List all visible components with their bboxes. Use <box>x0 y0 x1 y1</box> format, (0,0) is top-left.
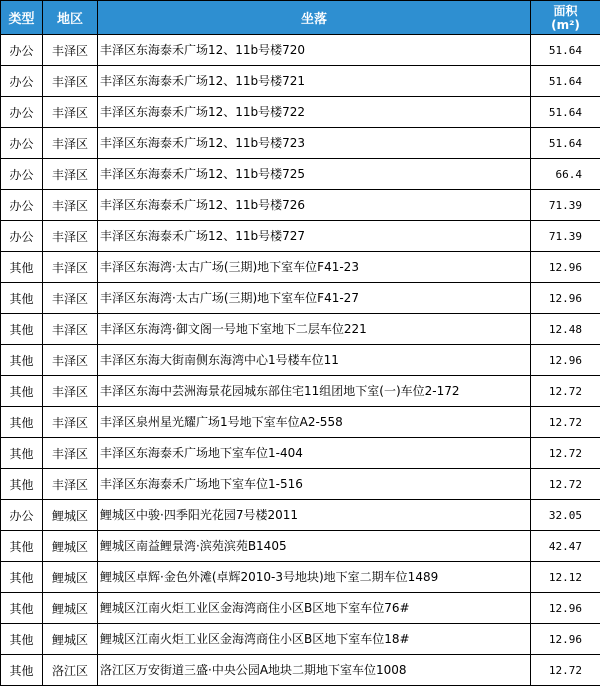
table-row[interactable] <box>1 221 600 252</box>
cell-type: 其他 <box>1 345 43 376</box>
table-row[interactable] <box>1 35 600 66</box>
cell-address: 丰泽区东海湾·太古广场(三期)地下室车位F41-27 <box>98 283 531 314</box>
cell-address: 丰泽区东海中芸洲海景花园城东部住宅11组团地下室(一)车位2-172 <box>98 376 531 407</box>
cell-area: 12.96 <box>531 283 600 314</box>
header-area-unit: (m²) <box>551 17 580 32</box>
cell-area: 12.72 <box>531 655 600 686</box>
cell-area: 32.05 <box>531 500 600 531</box>
cell-district: 丰泽区 <box>43 66 98 97</box>
cell-address: 丰泽区泉州星光耀广场1号地下室车位A2-558 <box>98 407 531 438</box>
cell-type: 其他 <box>1 283 43 314</box>
cell-district: 丰泽区 <box>43 438 98 469</box>
table-row[interactable] <box>1 128 600 159</box>
cell-type: 办公 <box>1 159 43 190</box>
header-area-label: 面积 <box>553 3 578 18</box>
table-header-row <box>1 1 600 35</box>
cell-type: 其他 <box>1 593 43 624</box>
cell-area: 12.72 <box>531 438 600 469</box>
table-row[interactable] <box>1 283 600 314</box>
cell-address: 丰泽区东海泰禾广场12、11b号楼726 <box>98 190 531 221</box>
table-row[interactable] <box>1 190 600 221</box>
cell-address: 鲤城区江南火炬工业区金海湾商住小区B区地下室车位18# <box>98 624 531 655</box>
cell-address: 丰泽区东海泰禾广场12、11b号楼727 <box>98 221 531 252</box>
cell-type: 其他 <box>1 252 43 283</box>
cell-district: 丰泽区 <box>43 190 98 221</box>
cell-address: 鲤城区江南火炬工业区金海湾商住小区B区地下室车位76# <box>98 593 531 624</box>
cell-area: 12.12 <box>531 562 600 593</box>
cell-type: 其他 <box>1 531 43 562</box>
cell-type: 其他 <box>1 624 43 655</box>
cell-type: 办公 <box>1 66 43 97</box>
cell-address: 丰泽区东海泰禾广场12、11b号楼723 <box>98 128 531 159</box>
cell-type: 其他 <box>1 314 43 345</box>
cell-address: 丰泽区东海泰禾广场12、11b号楼722 <box>98 97 531 128</box>
cell-type: 办公 <box>1 500 43 531</box>
table-row[interactable] <box>1 252 600 283</box>
cell-district: 丰泽区 <box>43 376 98 407</box>
cell-district: 丰泽区 <box>43 469 98 500</box>
cell-type: 其他 <box>1 562 43 593</box>
cell-address: 洛江区万安街道三盛·中央公园A地块二期地下室车位1008 <box>98 655 531 686</box>
header-district[interactable]: 地区 <box>43 1 98 35</box>
table-row[interactable] <box>1 562 600 593</box>
table-row[interactable] <box>1 407 600 438</box>
cell-type: 办公 <box>1 97 43 128</box>
cell-district: 鲤城区 <box>43 531 98 562</box>
header-type[interactable]: 类型 <box>1 1 43 35</box>
cell-type: 其他 <box>1 407 43 438</box>
cell-address: 丰泽区东海泰禾广场12、11b号楼725 <box>98 159 531 190</box>
cell-type: 其他 <box>1 469 43 500</box>
cell-type: 办公 <box>1 35 43 66</box>
cell-district: 丰泽区 <box>43 314 98 345</box>
cell-address: 丰泽区东海泰禾广场地下室车位1-516 <box>98 469 531 500</box>
cell-district: 丰泽区 <box>43 128 98 159</box>
header-area[interactable] <box>531 1 600 35</box>
cell-type: 办公 <box>1 221 43 252</box>
cell-area: 51.64 <box>531 35 600 66</box>
cell-district: 丰泽区 <box>43 252 98 283</box>
cell-district: 丰泽区 <box>43 159 98 190</box>
cell-district: 鲤城区 <box>43 500 98 531</box>
cell-area: 71.39 <box>531 190 600 221</box>
table-row[interactable] <box>1 159 600 190</box>
table-row[interactable] <box>1 624 600 655</box>
table-row[interactable] <box>1 345 600 376</box>
cell-area: 12.96 <box>531 345 600 376</box>
cell-area: 66.4 <box>531 159 600 190</box>
cell-area: 12.96 <box>531 624 600 655</box>
cell-district: 鲤城区 <box>43 593 98 624</box>
cell-district: 丰泽区 <box>43 35 98 66</box>
cell-address: 丰泽区东海泰禾广场12、11b号楼720 <box>98 35 531 66</box>
cell-address: 鲤城区卓辉·金色外滩(卓辉2010-3号地块)地下室二期车位1489 <box>98 562 531 593</box>
table-row[interactable] <box>1 314 600 345</box>
cell-address: 鲤城区中骏·四季阳光花园7号楼2011 <box>98 500 531 531</box>
table-row[interactable] <box>1 469 600 500</box>
cell-area: 12.96 <box>531 252 600 283</box>
table-row[interactable] <box>1 500 600 531</box>
cell-area: 71.39 <box>531 221 600 252</box>
cell-district: 丰泽区 <box>43 97 98 128</box>
cell-type: 办公 <box>1 190 43 221</box>
cell-area: 12.72 <box>531 407 600 438</box>
cell-type: 其他 <box>1 438 43 469</box>
cell-area: 51.64 <box>531 66 600 97</box>
cell-district: 丰泽区 <box>43 345 98 376</box>
table-row[interactable] <box>1 438 600 469</box>
cell-address: 丰泽区东海湾·太古广场(三期)地下室车位F41-23 <box>98 252 531 283</box>
cell-district: 洛江区 <box>43 655 98 686</box>
cell-address: 丰泽区东海湾·御文阁一号地下室地下二层车位221 <box>98 314 531 345</box>
cell-type: 其他 <box>1 655 43 686</box>
cell-type: 其他 <box>1 376 43 407</box>
cell-district: 鲤城区 <box>43 624 98 655</box>
table-row[interactable] <box>1 593 600 624</box>
cell-address: 鲤城区南益鲤景湾·滨苑滨苑B1405 <box>98 531 531 562</box>
table-row[interactable] <box>1 97 600 128</box>
cell-area: 12.72 <box>531 376 600 407</box>
cell-area: 42.47 <box>531 531 600 562</box>
header-address[interactable]: 坐落 <box>98 1 531 35</box>
cell-district: 丰泽区 <box>43 283 98 314</box>
cell-address: 丰泽区东海泰禾广场地下室车位1-404 <box>98 438 531 469</box>
cell-district: 鲤城区 <box>43 562 98 593</box>
table-row[interactable] <box>1 376 600 407</box>
cell-area: 12.72 <box>531 469 600 500</box>
table-row[interactable] <box>1 655 600 686</box>
cell-type: 办公 <box>1 128 43 159</box>
cell-address: 丰泽区东海大街南侧东海湾中心1号楼车位11 <box>98 345 531 376</box>
cell-area: 51.64 <box>531 97 600 128</box>
cell-area: 12.96 <box>531 593 600 624</box>
cell-address: 丰泽区东海泰禾广场12、11b号楼721 <box>98 66 531 97</box>
cell-district: 丰泽区 <box>43 221 98 252</box>
cell-area: 51.64 <box>531 128 600 159</box>
table-row[interactable] <box>1 531 600 562</box>
table-row[interactable] <box>1 66 600 97</box>
cell-area: 12.48 <box>531 314 600 345</box>
cell-district: 丰泽区 <box>43 407 98 438</box>
